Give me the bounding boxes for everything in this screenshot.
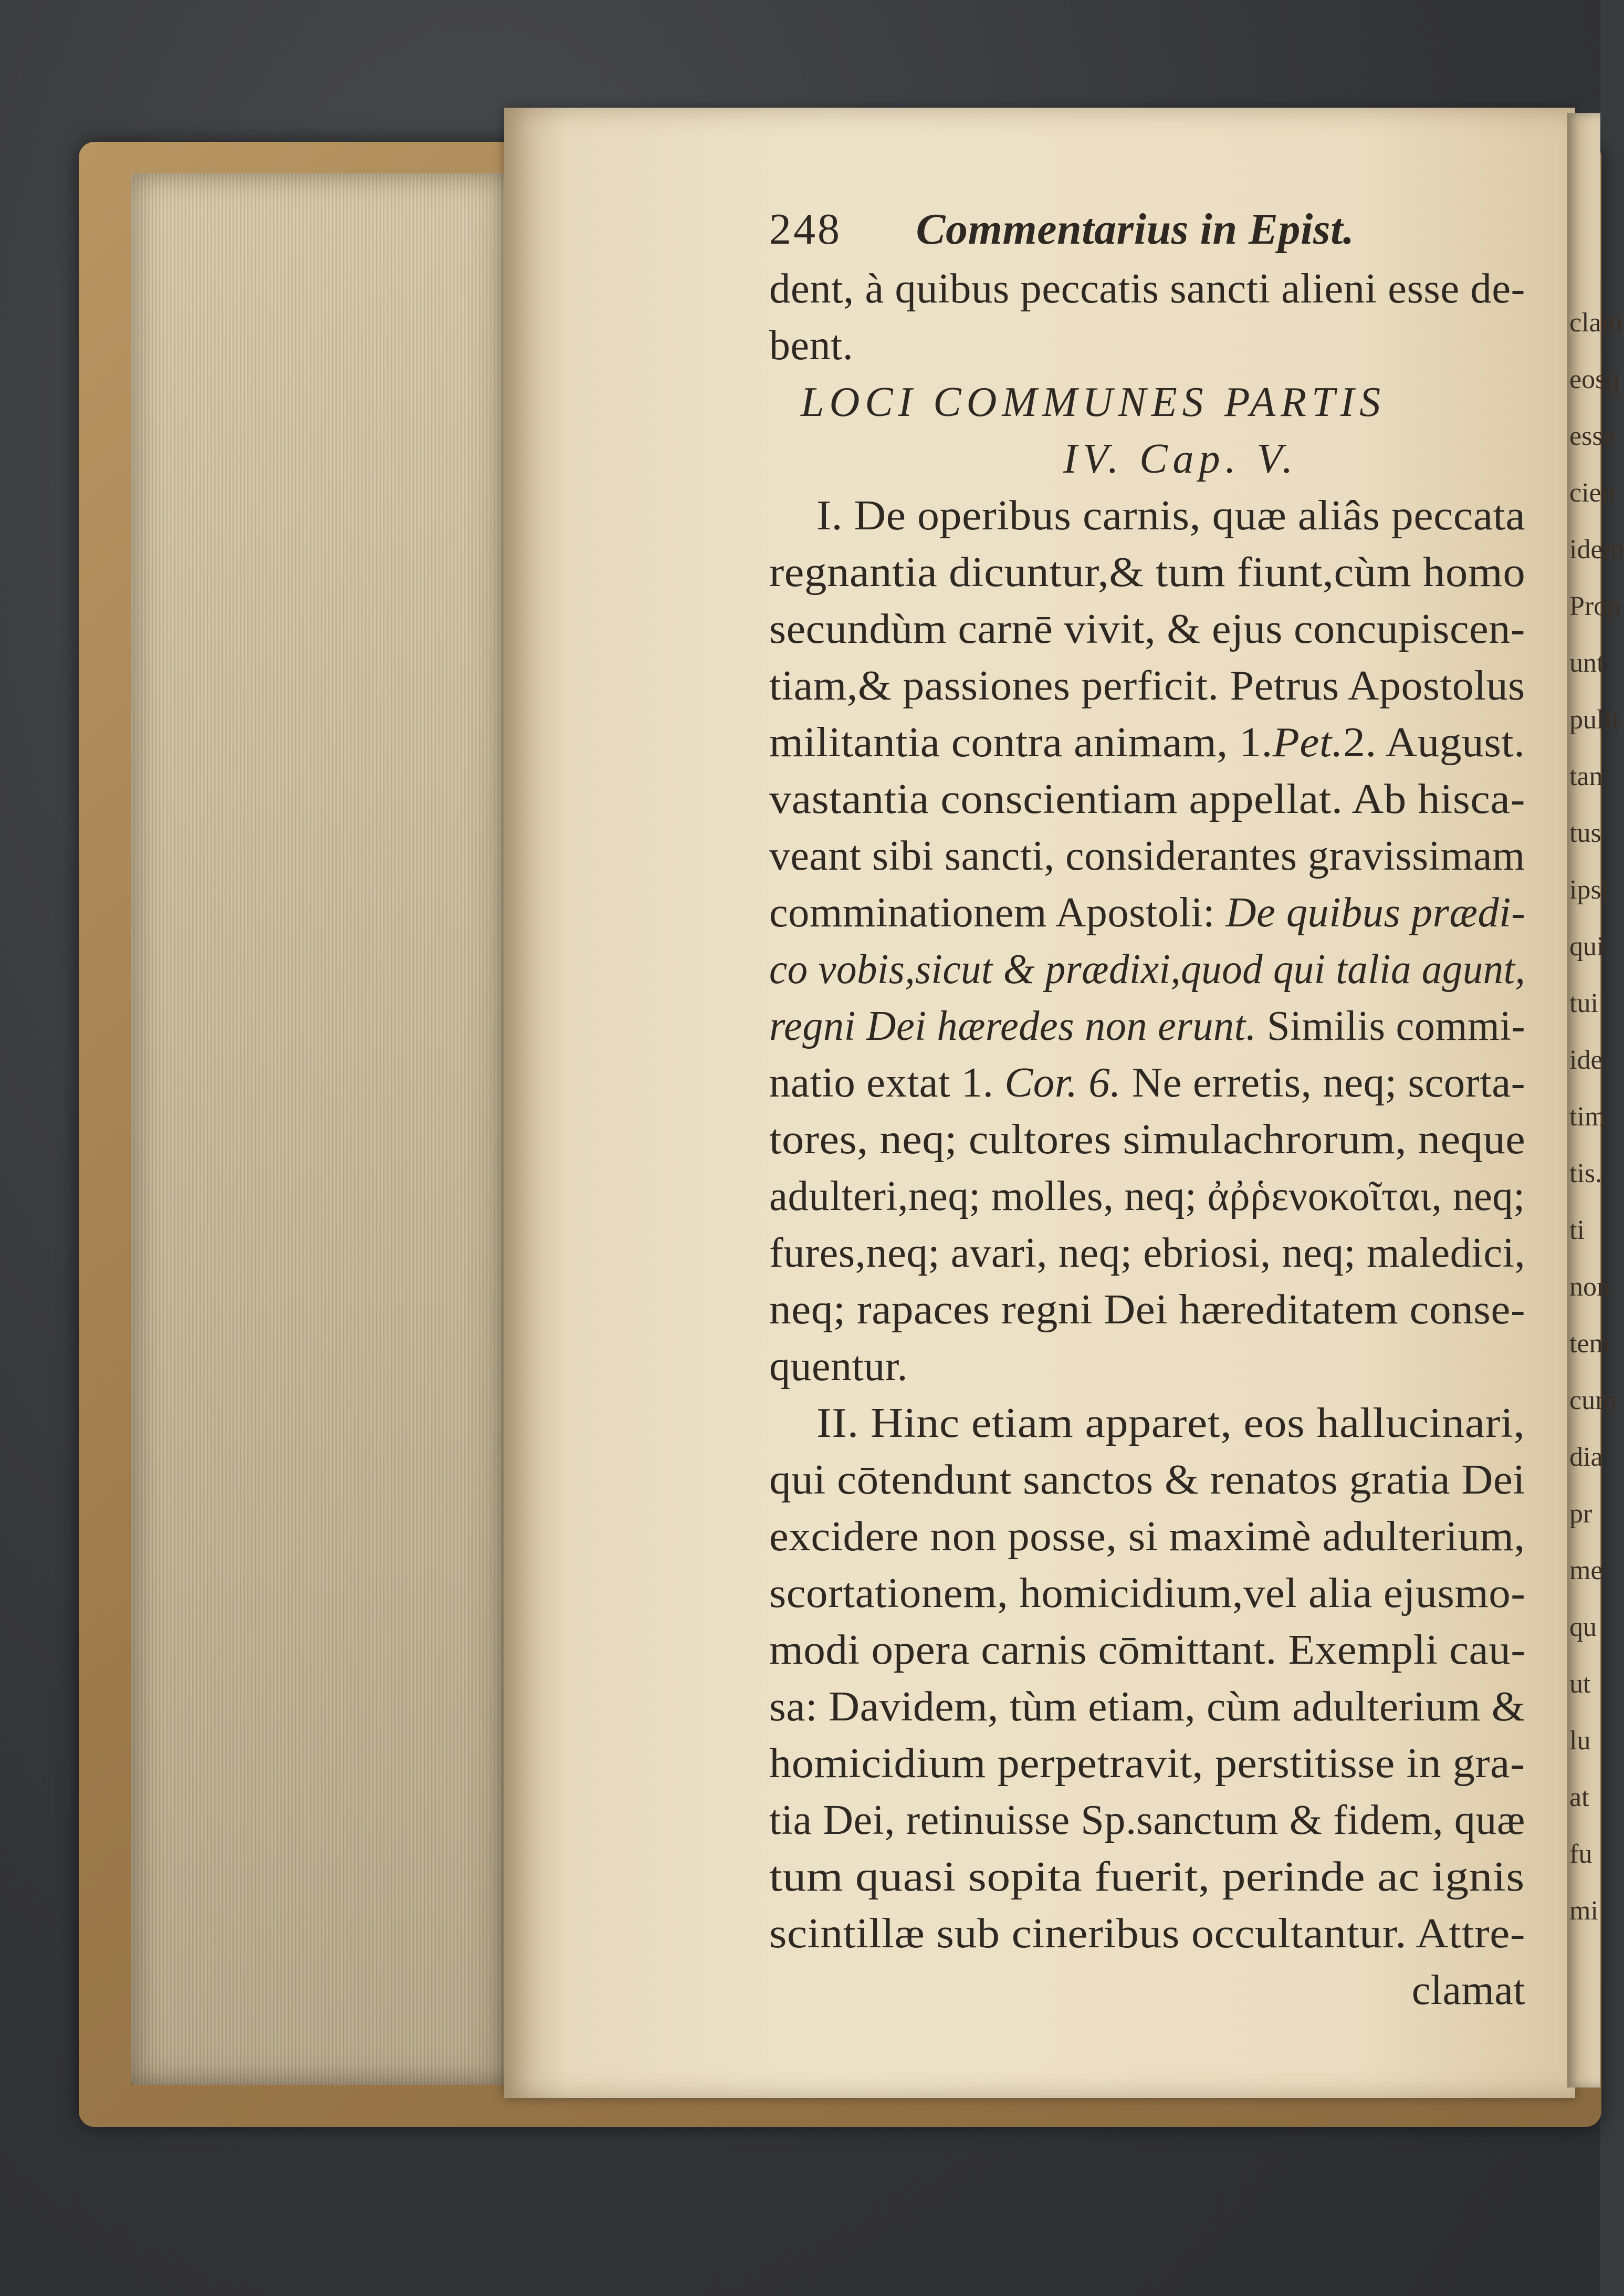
next-page-fragment: pr bbox=[1569, 1499, 1592, 1529]
text-segment: dent, à quibus peccatis sancti alieni esse de- bbox=[769, 266, 1525, 312]
text-segment: tum quasi sopita fuerit, perinde ac ignis bbox=[769, 1854, 1525, 1900]
next-page-fragment: tus bbox=[1569, 818, 1601, 848]
text-line bbox=[769, 268, 1525, 310]
text-segment: scortationem, homicidium,vel alia ejusmo- bbox=[769, 1570, 1526, 1616]
next-page-fragment: idem bbox=[1569, 535, 1624, 565]
text-line bbox=[769, 1005, 1525, 1047]
text-segment: vastantia conscientiam appellat. Ab hisca- bbox=[769, 776, 1525, 822]
next-page-fragment: ut bbox=[1569, 1669, 1591, 1699]
text-line bbox=[769, 1232, 1525, 1274]
text-segment: tia Dei, retinuisse Sp.sanctum & fidem, quæ bbox=[769, 1797, 1525, 1843]
next-page-fragment: tem bbox=[1569, 1329, 1610, 1359]
next-page-fragment: non bbox=[1569, 1272, 1610, 1302]
text-line bbox=[769, 665, 1525, 707]
next-page-fragment: ipsi bbox=[1569, 875, 1609, 905]
text-segment: regnantia dicuntur,& tum fiunt,cùm homo bbox=[769, 549, 1526, 596]
text-line bbox=[769, 1516, 1525, 1558]
text-line bbox=[769, 892, 1525, 934]
text-line bbox=[801, 381, 1386, 423]
next-page-fragment: qu bbox=[1569, 1612, 1597, 1642]
text-line bbox=[769, 719, 1525, 766]
text-line bbox=[769, 1116, 1526, 1163]
next-page-fragment: mi bbox=[1569, 1896, 1598, 1926]
text-line bbox=[769, 1343, 908, 1390]
text-segment: Ne erretis, neq; scorta- bbox=[1120, 1060, 1526, 1106]
text-line bbox=[769, 1740, 1525, 1787]
next-page-fragment: tui bbox=[1569, 988, 1598, 1018]
text-line bbox=[769, 1799, 1525, 1841]
text-segment: adulteri,neq; molles, neq; ἀῤῥενοκοῖται, neq; bbox=[769, 1173, 1525, 1219]
text-segment: quentur. bbox=[769, 1343, 908, 1390]
text-segment: LOCI COMMUNES PARTIS bbox=[801, 379, 1386, 425]
text-line bbox=[769, 946, 1526, 993]
text-segment: homicidium perpetravit, perstitisse in gra- bbox=[769, 1740, 1525, 1787]
next-page-fragment: esse bbox=[1569, 421, 1615, 451]
text-line bbox=[769, 1289, 1525, 1331]
text-segment: IV. Cap. V. bbox=[1063, 436, 1298, 482]
text-line bbox=[769, 1686, 1525, 1728]
text-segment: De quibus prædi- bbox=[1225, 890, 1526, 936]
next-page-fragment: ide bbox=[1569, 1045, 1603, 1075]
next-page-fragment: dia bbox=[1569, 1442, 1603, 1472]
page-number: 248 bbox=[769, 205, 842, 254]
text-segment: comminationem Apostoli: bbox=[769, 890, 1226, 936]
running-title: Commentarius in Epist. bbox=[916, 205, 1355, 254]
text-segment: qui cōtendunt sanctos & renatos gratia Dei bbox=[769, 1457, 1526, 1503]
text-line bbox=[769, 322, 854, 369]
next-page-fragment: eosq bbox=[1569, 364, 1620, 394]
text-line bbox=[816, 1402, 1525, 1444]
text-line bbox=[769, 1459, 1525, 1501]
text-line bbox=[769, 1572, 1525, 1614]
text-line bbox=[769, 835, 1525, 877]
next-page-fragment: at bbox=[1569, 1782, 1589, 1812]
text-segment: militantia contra animam, 1. bbox=[769, 719, 1273, 766]
text-line bbox=[1412, 1969, 1525, 2011]
text-segment: tores, neq; cultores simulachrorum, neque bbox=[769, 1116, 1526, 1163]
text-segment: modi opera carnis cōmittant. Exempli cau- bbox=[769, 1627, 1526, 1673]
next-page-fragment: lu bbox=[1569, 1726, 1591, 1756]
text-segment: scintillæ sub cineribus occultantur. Attre- bbox=[769, 1911, 1526, 1957]
text-segment: veant sibi sancti, considerantes gravissimam bbox=[769, 833, 1525, 879]
next-page-fragment: clam bbox=[1569, 308, 1623, 338]
text-line bbox=[769, 1913, 1525, 1955]
text-segment: 2. August. bbox=[1343, 719, 1525, 766]
text-segment: Pet. bbox=[1272, 719, 1344, 766]
text-segment: natio extat 1. bbox=[769, 1060, 1005, 1106]
text-segment: regni Dei hæredes non erunt. bbox=[769, 1003, 1256, 1049]
text-segment: Similis commi- bbox=[1256, 1003, 1526, 1049]
text-segment: sa: Davidem, tùm etiam, cùm adulterium & bbox=[769, 1684, 1525, 1730]
next-page-fragment: cum bbox=[1569, 1385, 1617, 1415]
next-page-fragment: tim bbox=[1569, 1102, 1606, 1132]
next-page-fragment: pulit bbox=[1569, 705, 1620, 735]
text-line bbox=[769, 1062, 1525, 1104]
next-page-fragment: fu bbox=[1569, 1839, 1592, 1869]
text-line bbox=[769, 1856, 1525, 1898]
text-line bbox=[769, 549, 1526, 596]
text-line bbox=[769, 1175, 1525, 1217]
next-page-fragment: tan bbox=[1569, 761, 1603, 791]
text-line bbox=[769, 778, 1525, 820]
text-line bbox=[769, 608, 1525, 650]
next-page-fragment: ti bbox=[1569, 1215, 1585, 1245]
text-segment: bent. bbox=[769, 322, 854, 369]
text-line bbox=[1063, 438, 1298, 480]
text-segment: II. Hinc etiam apparet, eos hallucinari, bbox=[816, 1400, 1525, 1446]
text-segment: secundùm carnē vivit, & ejus concupiscen- bbox=[769, 606, 1525, 652]
text-segment: excidere non posse, si maximè adulterium, bbox=[769, 1514, 1525, 1560]
text-segment: tiam,& passiones perficit. Petrus Apostolus bbox=[769, 663, 1525, 709]
running-header bbox=[769, 207, 1354, 252]
next-page-fragment: tis. bbox=[1569, 1159, 1602, 1188]
next-page-fragment: Prop bbox=[1569, 591, 1621, 621]
text-segment: co vobis,sicut & prædixi,quod qui talia agunt, bbox=[769, 946, 1526, 993]
next-page-fragment: me bbox=[1569, 1556, 1603, 1585]
text-segment: neq; rapaces regni Dei hæreditatem conse- bbox=[769, 1287, 1526, 1333]
next-page-fragment: qui bbox=[1569, 932, 1605, 962]
text-line bbox=[816, 495, 1525, 537]
next-page-fragment: unt bbox=[1569, 648, 1605, 678]
text-segment: Cor. 6. bbox=[1004, 1060, 1121, 1106]
text-segment: I. De operibus carnis, quæ aliâs peccata bbox=[816, 493, 1526, 539]
text-line bbox=[769, 1629, 1526, 1671]
page-edges bbox=[131, 173, 515, 2085]
next-page-edge bbox=[1567, 113, 1624, 2088]
text-segment: clamat bbox=[1411, 1967, 1525, 2013]
text-segment: fures,neq; avari, neq; ebriosi, neq; maledici, bbox=[769, 1230, 1526, 1276]
next-page-fragment: cien bbox=[1569, 478, 1615, 508]
